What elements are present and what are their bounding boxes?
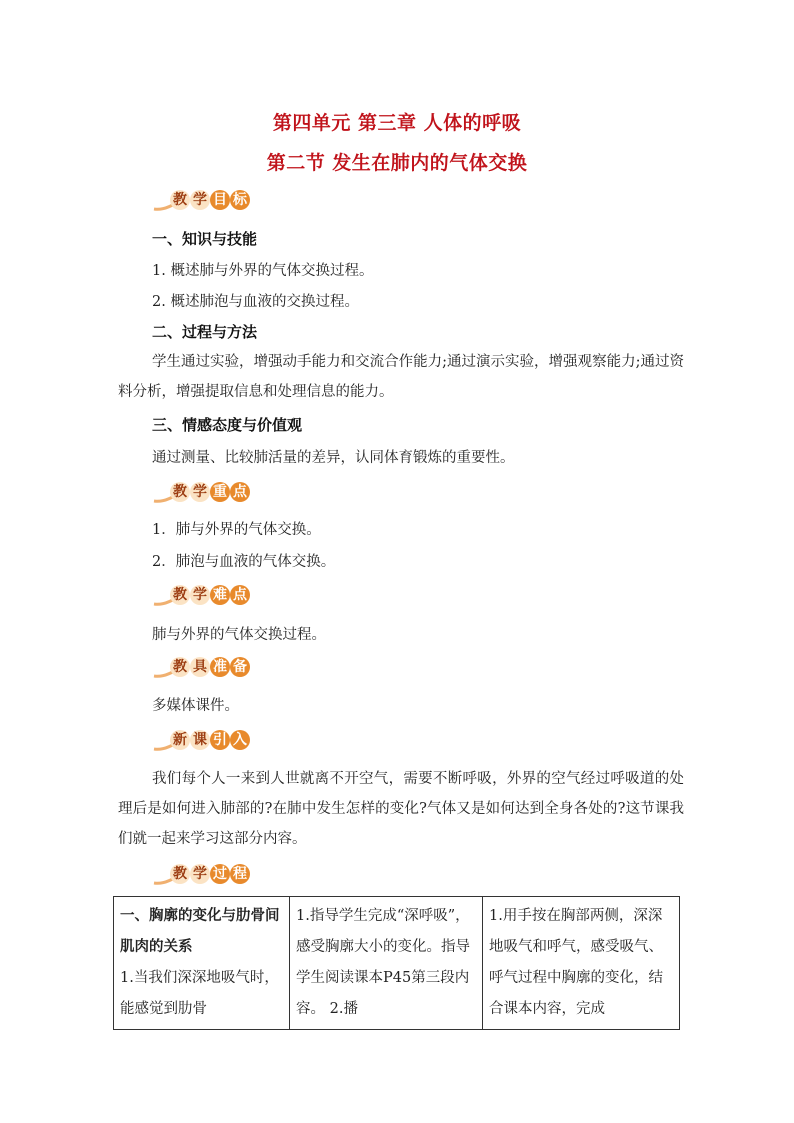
badge-preparation bbox=[152, 654, 262, 680]
key-point-item: 2．肺泡与血液的气体交换。 bbox=[152, 554, 336, 570]
goal-item: 1. 概述肺与外界的气体交换过程。 bbox=[152, 263, 374, 279]
intro-paragraph: 我们每个人一来到人世就离不开空气，需要不断呼吸，外界的空气经过呼吸道的处理后是如何进入肺部的?在肺中发生怎样的变化?气体又是如何达到全身各处的?这节课我们就一起来学习这部分内容。 bbox=[118, 771, 684, 847]
badge-char: 入 bbox=[230, 730, 250, 750]
table-row bbox=[114, 897, 680, 1030]
badge-char: 准 bbox=[210, 657, 230, 677]
teaching-process-table bbox=[113, 896, 680, 1030]
badge-char: 引 bbox=[210, 730, 230, 750]
badge-char: 标 bbox=[230, 190, 250, 210]
unit-title: 第四单元 第三章 人体的呼吸 bbox=[272, 112, 522, 134]
goal-paragraph-attitude: 通过测量、比较肺活量的差异，认同体育锻炼的重要性。 bbox=[152, 450, 515, 466]
badge-intro bbox=[152, 727, 262, 753]
badge-char: 教 bbox=[170, 864, 190, 884]
badge-char: 具 bbox=[190, 657, 210, 677]
badge-char: 过 bbox=[210, 864, 230, 884]
preparation-text: 多媒体课件。 bbox=[152, 698, 239, 714]
badge-char: 教 bbox=[170, 657, 190, 677]
goal-paragraph-process: 学生通过实验，增强动手能力和交流合作能力;通过演示实验，增强观察能力;通过资料分析，增强提取信息和处理信息的能力。 bbox=[118, 354, 684, 400]
table-cell-student: 1.用手按在胸部两侧，深深地吸气和呼气，感受吸气、呼气过程中胸廓的变化，结合课本内容，完成 bbox=[483, 897, 680, 1030]
badge-key-points bbox=[152, 479, 262, 505]
badge-teaching-goals bbox=[152, 187, 262, 213]
badge-char: 课 bbox=[190, 730, 210, 750]
table-cell-text: 1.当我们深深地吸气时，能感觉到肋骨 bbox=[120, 970, 279, 1017]
badge-char: 重 bbox=[210, 482, 230, 502]
badge-process bbox=[152, 861, 262, 887]
table-cell-content bbox=[114, 897, 290, 1030]
badge-char: 学 bbox=[190, 585, 210, 605]
goal-heading-process: 二、过程与方法 bbox=[152, 323, 258, 341]
badge-char: 学 bbox=[190, 864, 210, 884]
table-cell-teacher: 1.指导学生完成“深呼吸”，感受胸廓大小的变化。指导学生阅读课本P45第三段内容。 2.播 bbox=[290, 897, 483, 1030]
badge-char: 教 bbox=[170, 585, 190, 605]
badge-char: 教 bbox=[170, 190, 190, 210]
badge-char: 目 bbox=[210, 190, 230, 210]
badge-char: 学 bbox=[190, 482, 210, 502]
badge-char: 点 bbox=[230, 585, 250, 605]
badge-char: 备 bbox=[230, 657, 250, 677]
badge-char: 程 bbox=[230, 864, 250, 884]
badge-char: 教 bbox=[170, 482, 190, 502]
difficult-point-text: 肺与外界的气体交换过程。 bbox=[152, 627, 326, 643]
goal-heading-knowledge: 一、知识与技能 bbox=[152, 230, 258, 248]
badge-char: 新 bbox=[170, 730, 190, 750]
table-cell-heading: 一、胸廓的变化与肋骨间肌肉的关系 bbox=[120, 908, 280, 955]
badge-char: 点 bbox=[230, 482, 250, 502]
badge-char: 难 bbox=[210, 585, 230, 605]
goal-item: 2. 概述肺泡与血液的交换过程。 bbox=[152, 294, 359, 310]
section-title: 第二节 发生在肺内的气体交换 bbox=[266, 152, 528, 174]
goal-heading-attitude: 三、情感态度与价值观 bbox=[152, 416, 303, 434]
badge-char: 学 bbox=[190, 190, 210, 210]
badge-difficult-points bbox=[152, 582, 262, 608]
key-point-item: 1．肺与外界的气体交换。 bbox=[152, 522, 321, 538]
